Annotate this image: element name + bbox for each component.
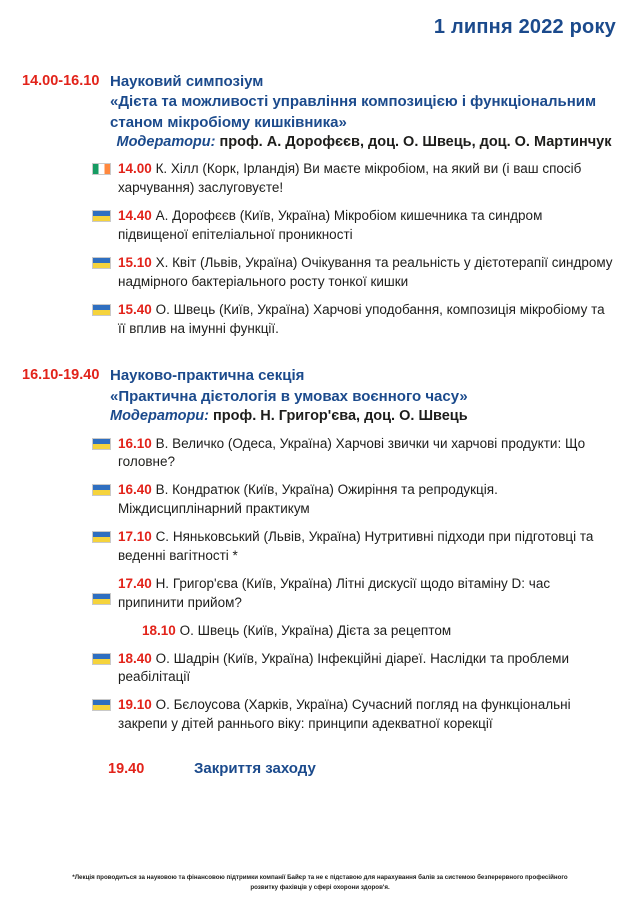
moderators-names: проф. Н. Григор'єва, доц. О. Швець (213, 407, 468, 424)
program-content (0, 72, 640, 777)
closing-label: Закриття заходу (194, 760, 316, 778)
talk-item (118, 650, 614, 688)
session-time: 16.10-19.40 (22, 367, 100, 384)
talk-time: 16.40 (118, 482, 152, 498)
talk-text: А. Дорофєєв (Київ, Україна) Мікробіом кишечника та синдром підвищеної епітеліальної проникності (118, 208, 543, 242)
flag-ukraine-icon (92, 257, 111, 269)
talk-text: К. Хілл (Корк, Ірландія) Ви маєте мікробіом, на який ви (і ваш спосіб харчування) заслуговуєте! (118, 161, 582, 196)
page-date: 1 липня 2022 року (433, 16, 616, 38)
session-header (0, 366, 640, 426)
talk-time: 14.40 (118, 208, 152, 224)
session-titles (110, 366, 640, 426)
session-titles (110, 72, 640, 152)
session-moderators (110, 133, 612, 153)
flag-ukraine-icon (92, 484, 111, 496)
talk-item (118, 528, 614, 566)
closing-time: 19.40 (108, 761, 145, 778)
flag-ukraine-icon (92, 304, 111, 316)
talk-time: 17.40 (118, 575, 152, 591)
flag-ukraine-icon (92, 593, 111, 605)
talk-time: 18.40 (118, 650, 152, 666)
closing-row (0, 760, 640, 777)
flag-ireland-icon (92, 163, 111, 175)
talk-text: О. Шадрін (Київ, Україна) Інфекційні діареї. Наслідки та проблеми реабілітації (118, 650, 569, 685)
talk-time: 19.10 (118, 697, 152, 713)
talk-list (0, 160, 640, 338)
talk-time: 15.40 (118, 301, 152, 317)
talk-text: О. Швець (Київ, Україна) Дієта за рецептом (179, 622, 452, 638)
talk-time: 14.00 (118, 161, 152, 177)
talk-time: 16.10 (118, 435, 152, 451)
session-subject: «Практична дієтологія в умовах воєнного часу» (110, 387, 468, 405)
talk-item (118, 696, 614, 734)
session-block (0, 366, 640, 734)
session-name: Науково-практична секція (110, 367, 305, 385)
talk-text: Н. Григор'єва (Київ, Україна) Літні дискусії щодо вітаміну D: час припинити прийом? (118, 575, 551, 610)
flag-ukraine-icon (92, 653, 111, 665)
flag-ukraine-icon (92, 438, 111, 450)
talk-list (0, 435, 640, 735)
session-moderators (110, 407, 612, 427)
talk-item (118, 575, 614, 613)
talk-text: Х. Квіт (Львів, Україна) Очікування та реальність у дієтотерапії синдрому надмірного бактеріального росту тонкої кишки (118, 254, 613, 289)
talk-item (118, 301, 614, 339)
talk-item (118, 435, 614, 473)
session-name: Науковий симпозіум (110, 73, 264, 90)
talk-item (118, 207, 614, 245)
flag-ukraine-icon (92, 210, 111, 222)
footnote: *Лекція проводиться за науковою та фінансовою підтримки компанії Байєр та не є підставою для нарахування балів за системою безперервного професійного розвитку фахівців у сфері охорони здоров'я. (72, 874, 568, 891)
talk-text: В. Кондратюк (Київ, Україна) Ожиріння та репродукція. Міждисциплінарний практикум (118, 482, 498, 517)
talk-text: С. Няньковський (Львів, Україна) Нутритивні підходи при підготовці та веденні вагітності * (118, 529, 594, 563)
talk-item (118, 481, 614, 519)
session-time: 14.00-16.10 (22, 73, 100, 89)
moderators-names: проф. А. Дорофєєв, доц. О. Швець, доц. О. Мартинчук (219, 133, 612, 150)
talk-text: О. Швець (Київ, Україна) Харчові уподобання, композиція мікробіому та її вплив на імунні функції. (118, 301, 605, 336)
session-subject: «Дієта та можливості управління композицією і функціональним станом мікробіому кишківника» (110, 93, 597, 131)
talk-item (118, 254, 614, 292)
talk-time: 17.10 (118, 529, 152, 545)
section-divider (0, 348, 640, 366)
talk-time: 18.10 (142, 622, 176, 638)
moderators-label: Модератори: (110, 407, 209, 424)
talk-item (118, 622, 614, 641)
session-header (0, 72, 640, 152)
flag-ukraine-icon (92, 531, 111, 543)
talk-item (118, 160, 614, 198)
moderators-label: Модератори: (116, 133, 216, 150)
talk-time: 15.10 (118, 254, 152, 270)
session-block (0, 72, 640, 338)
talk-text: О. Бєлоусова (Харків, Україна) Сучасний погляд на функціональні закрепи у дітей раннього віку: принципи адекватної корекції (118, 697, 571, 732)
talk-text: В. Величко (Одеса, Україна) Харчові звички чи харчові продукти: Що головне? (118, 435, 586, 470)
flag-ukraine-icon (92, 699, 111, 711)
